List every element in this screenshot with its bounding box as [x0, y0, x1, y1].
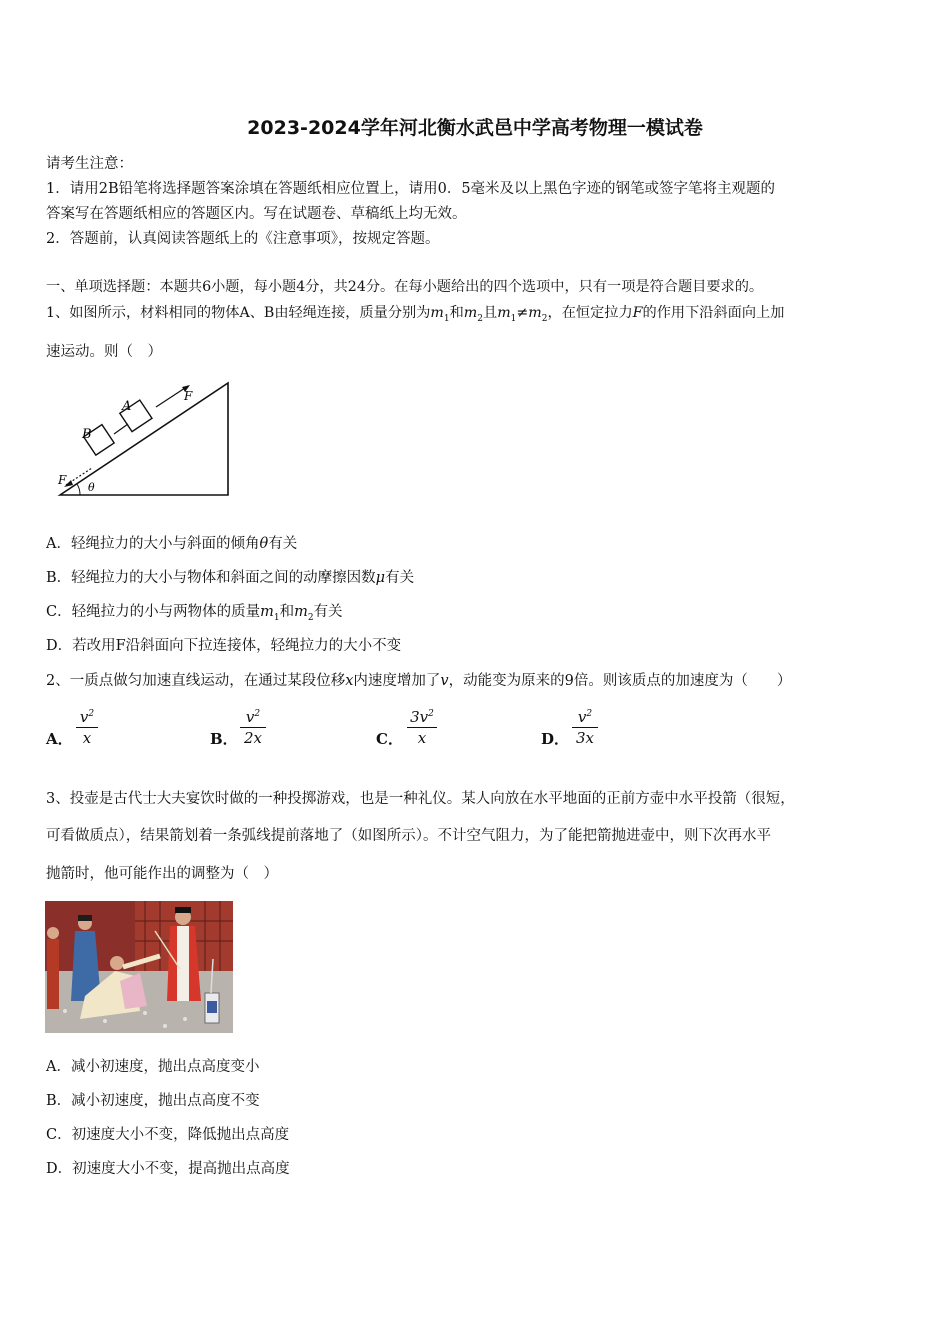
q1-option-c-m1-sub: 1: [273, 612, 280, 623]
q2-option-c-fraction: [407, 705, 437, 747]
notice-item-2: 2．答题前，认真阅读答题纸上的《注意事项》，按规定答题。: [46, 231, 440, 247]
q1-option-a-symbol: θ: [259, 536, 269, 552]
q1-option-c-m2: m: [294, 604, 308, 620]
q1-stem-text-c: 的作用下沿斜面向上加: [642, 305, 785, 321]
touhu-photo: [45, 901, 233, 1033]
q2-option-c-sup: 2: [428, 709, 434, 719]
q2-x: x: [345, 673, 354, 689]
q3-option-a: A．减小初速度，抛出点高度变小: [46, 1059, 260, 1075]
q2-option-d-label: D．: [541, 730, 570, 748]
q1-option-c: [46, 600, 343, 623]
q2-v: v: [440, 673, 449, 689]
q2-option-d-num: v: [577, 708, 587, 726]
q2-option-c-num: 3v: [410, 708, 429, 726]
q1-m2b: m: [528, 305, 542, 321]
q2-option-b-fraction: [240, 705, 266, 747]
q1-m1: m: [430, 305, 444, 321]
q2-option-d-fraction: [572, 705, 598, 747]
q1-stem-text-a: 1、如图所示，材料相同的物体A、B由轻绳连接，质量分别为: [46, 305, 431, 321]
q1-option-c-m1: m: [260, 604, 274, 620]
q1-option-b: [46, 566, 414, 587]
q3-stem-line-1: 3、投壶是古代士大夫宴饮时做的一种投掷游戏，也是一种礼仪。某人向放在水平地面的正前方壶中水平投箭（很短，: [46, 791, 795, 807]
label-f-top: F: [184, 389, 193, 403]
q1-stem-line-1: [46, 302, 784, 324]
q1-qie: 且: [483, 305, 498, 321]
q1-neq: ≠: [516, 305, 529, 321]
q2-option-a-label: A．: [46, 730, 73, 748]
q2-option-a-fraction: [76, 705, 98, 747]
q3-option-d: D．初速度大小不变，提高抛出点高度: [46, 1161, 290, 1177]
q3-stem-line-2: 可看做质点），结果箭划着一条弧线提前落地了（如图所示）。不计空气阻力，为了能把箭抛进壶中，则下次再水平: [46, 828, 771, 844]
q1-option-b-suffix: 有关: [385, 570, 415, 586]
q3-option-b: B．减小初速度，抛出点高度不变: [46, 1093, 260, 1109]
q2-option-c-label: C．: [376, 730, 403, 748]
q1-m2: m: [463, 305, 478, 321]
q1-option-c-and: 和: [279, 604, 295, 620]
q2-option-b-num: v: [245, 708, 255, 726]
q2-stem-text-c: ，动能变为原来的9倍。则该质点的加速度为（ ）: [448, 673, 792, 689]
q1-option-d: D．若改用F沿斜面向下拉连接体，轻绳拉力的大小不变: [46, 638, 402, 654]
q2-option-a-den: x: [82, 729, 92, 747]
q2-stem-text-a: 2、一质点做匀加速直线运动，在通过某段位移: [46, 673, 346, 689]
q1-m2-sub: 2: [477, 313, 483, 324]
q2-option-b-sup: 2: [254, 709, 261, 719]
page-title: 2023-2024学年河北衡水武邑中学高考物理一模试卷: [247, 117, 703, 139]
q1-option-c-text: C．轻绳拉力的小与两物体的质量: [46, 604, 261, 620]
incline-figure: [52, 378, 237, 500]
q2-option-a-sup: 2: [88, 709, 95, 719]
q1-option-c-m2-sub: 2: [307, 612, 314, 623]
q2-stem-text-b: 内速度增加了: [353, 673, 441, 689]
q1-m2b-sub: 2: [541, 313, 548, 324]
q2-option-a-num: v: [79, 708, 89, 726]
q1-m1b: m: [497, 305, 511, 321]
q2-option-b-den: 2x: [243, 729, 262, 747]
q1-stem-line-2: 速运动。则（ ）: [46, 344, 162, 360]
q3-stem-line-3: 抛箭时，他可能作出的调整为（ ）: [46, 866, 278, 882]
q2-option-d-den: 3x: [575, 729, 594, 747]
person-left: [47, 939, 59, 1009]
q1-option-a-suffix: 有关: [268, 536, 298, 552]
notice-item-1-line-1: 1．请用2B铅笔将选择题答案涂填在答题纸相应位置上，请用0．5毫米及以上黑色字迹的钢笔或签字笔将主观题的: [46, 181, 776, 197]
label-theta: θ: [88, 481, 95, 494]
q1-stem-text-b: ，在恒定拉力: [547, 305, 633, 321]
q2-stem: [46, 669, 791, 690]
q2-option-b-label: B．: [210, 730, 238, 748]
q1-and: 和: [449, 305, 464, 321]
q3-option-c: C．初速度大小不变，降低抛出点高度: [46, 1127, 290, 1143]
q2-option-d-sup: 2: [586, 709, 593, 719]
q1-m1b-sub: 1: [510, 313, 517, 324]
notice-item-1-line-2: 答案写在答题纸相应的答题区内。写在试题卷、草稿纸上均无效。: [46, 206, 467, 222]
label-f-bottom: F: [58, 473, 67, 487]
q1-option-c-suffix: 有关: [313, 604, 343, 620]
notice-heading: 请考生注意：: [46, 156, 133, 172]
q1-F: F: [632, 305, 643, 321]
label-b: B: [82, 427, 92, 442]
q1-option-b-text: B．轻绳拉力的大小与物体和斜面之间的动摩擦因数: [46, 570, 376, 586]
q1-option-a: [46, 532, 297, 553]
rope-line: [114, 424, 128, 434]
q1-option-a-text: A．轻绳拉力的大小与斜面的倾角: [46, 536, 260, 552]
angle-arc: [77, 484, 80, 495]
q1-m1-sub: 1: [443, 313, 450, 324]
section-heading: 一、单项选择题：本题共6小题，每小题4分，共24分。在每小题给出的四个选项中，只有一项是符合题目要求的。: [46, 279, 764, 295]
q1-option-b-symbol: μ: [375, 570, 386, 586]
label-a: A: [122, 399, 132, 414]
q2-option-c-den: x: [417, 729, 427, 747]
